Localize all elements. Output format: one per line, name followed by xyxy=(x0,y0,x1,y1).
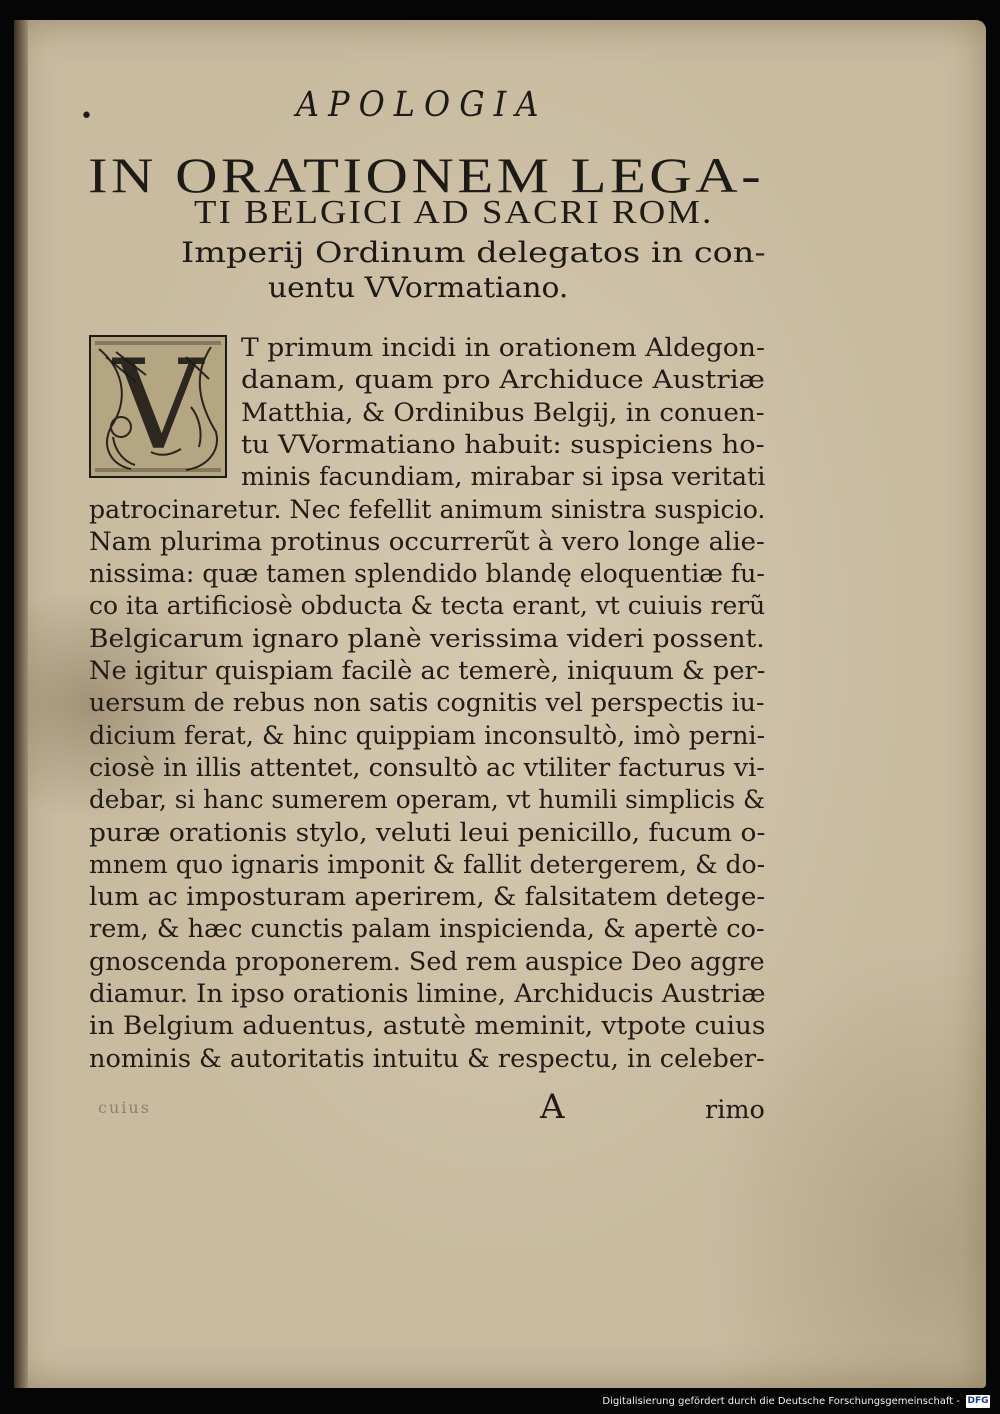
body-line: T primum incidi in orationem Aldegon- xyxy=(241,333,765,363)
signature-mark: A xyxy=(540,1087,565,1127)
body-line: minis facundiam, mirabar si ipsa veritati xyxy=(241,462,766,493)
body-line: mnem quo ignaris imponit & fallit detergerem, & do- xyxy=(89,849,766,880)
bleed-through-text: cuius xyxy=(98,1098,151,1117)
dfg-logo: DFG xyxy=(967,1396,989,1406)
body-line: tu VVormatiano habuit: suspiciens ho- xyxy=(241,429,765,460)
body-line: gnoscenda proponerem. Sed rem auspice Deo aggre xyxy=(89,946,765,977)
body-line: danam, quam pro Archiduce Austriæ xyxy=(241,365,765,396)
body-line: debar, si hanc sumerem operam, vt humili simplicis & xyxy=(89,785,765,816)
catchword: rimo xyxy=(705,1095,765,1125)
body-line: in Belgium aduentus, astutè meminit, vtpote cuius xyxy=(89,1011,766,1042)
funding-note: Digitalisierung gefördert durch die Deutsche Forschungsgemeinschaft - xyxy=(602,1396,960,1407)
body-line: Ne igitur quispiam facilè ac temerè, iniquum & per- xyxy=(89,656,766,686)
body-line: diamur. In ipso orationis limine, Archiducis Austriæ xyxy=(89,979,766,1009)
body-line: nissima: quæ tamen splendido blandę eloquentiæ fu- xyxy=(89,559,765,590)
body-line: Matthia, & Ordinibus Belgij, in conuen- xyxy=(241,397,765,428)
body-line: co ita artificiosè obducta & tecta erant, vt cuiuis rerũ xyxy=(89,591,766,622)
page-gutter-edge xyxy=(14,20,28,1388)
body-line: puræ orationis stylo, veluti leui penicillo, fucum o- xyxy=(89,817,766,848)
title-line-4: uentu VVormatiano. xyxy=(268,271,569,304)
body-line: Nam plurima protinus occurrerũt à vero longe alie- xyxy=(89,526,765,557)
body-line: dicium ferat, & hinc quippiam inconsultò, imò perni- xyxy=(89,720,766,751)
running-title: APOLOGIA xyxy=(296,85,548,125)
header-bullet: • xyxy=(80,104,93,129)
body-line: patrocinaretur. Nec fefellit animum sinistra suspicio. xyxy=(89,494,766,525)
body-line: Belgicarum ignaro planè verissima videri possent. xyxy=(89,623,765,654)
body-line: rem, & hæc cunctis palam inspicienda, & apertè co- xyxy=(89,914,765,945)
decorated-initial xyxy=(89,335,227,478)
initial-letter: V xyxy=(113,334,203,478)
body-line: nominis & autoritatis intuitu & respectu, in celeber- xyxy=(89,1043,765,1074)
body-line: uersum de rebus non satis cognitis vel perspectis iu- xyxy=(89,688,765,719)
title-line-3: Imperij Ordinum delegatos in con- xyxy=(181,236,766,269)
title-line-1: IN ORATIONEM LEGA- xyxy=(88,147,765,203)
body-line: ciosè in illis attentet, consultò ac vtiliter facturus vi- xyxy=(89,752,765,783)
body-line: lum ac imposturam aperirem, & falsitatem detege- xyxy=(89,882,766,913)
title-line-2: TI BELGICI AD SACRI ROM. xyxy=(194,194,714,231)
